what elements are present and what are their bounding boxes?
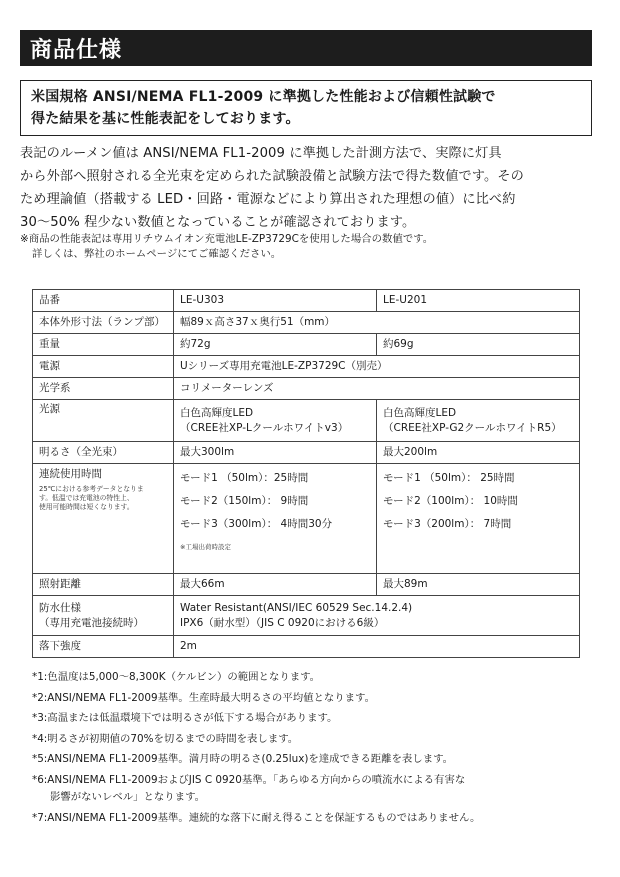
source-1	[174, 400, 377, 442]
runtime-label: 連続使用時間	[39, 468, 102, 480]
runtime-2-mode: モード1 （50lm）： 25時間	[383, 472, 515, 484]
intro-line: ため理論値（搭載する LED・回路・電源などにより算出された理想の値）に比べ約	[20, 192, 516, 207]
page-title: 商品仕様	[20, 30, 592, 66]
runtime-1-mode: モード3（300lm）： 4時間30分	[180, 518, 333, 530]
range-2: 最大89m	[377, 574, 580, 596]
factory-setting-note: ※工場出荷時設定	[180, 543, 231, 551]
headline-line: 米国規格 ANSI/NEMA FL1-2009 に準拠した性能および信頼性試験で	[31, 89, 496, 105]
table-row-drop	[33, 636, 580, 658]
table-row-water	[33, 596, 580, 636]
drop-value: 2m	[174, 636, 580, 658]
battery-note	[20, 232, 596, 262]
note-line: ※商品の性能表記は専用リチウムイオン充電池LE-ZP3729Cを使用した場合の数値です。	[20, 233, 434, 245]
water-value	[174, 596, 580, 636]
source-2-line: （CREE社XP-G2クールホワイトR5）	[383, 421, 562, 434]
table-row-power	[33, 356, 580, 378]
runtime-sub-line: 使用可能時間は短くなります。	[39, 503, 134, 511]
table-row-optics	[33, 378, 580, 400]
footnote: *4:明るさが初期値の70%を切るまでの時間を表します。	[32, 732, 299, 745]
runtime-1-mode: モード2（150lm）： 9時間	[180, 495, 309, 507]
optics-label: 光学系	[33, 378, 174, 400]
footnotes	[32, 667, 592, 828]
table-row-source	[33, 400, 580, 442]
table-row-runtime	[33, 464, 580, 574]
footnote: *1:色温度は5,000〜8,300K（ケルビン）の範囲となります。	[32, 671, 321, 683]
footnote: *7:ANSI/NEMA FL1-2009基準。連続的な落下に耐え得ることを保証するものではありません。	[32, 811, 481, 824]
drop-label: 落下強度	[33, 636, 174, 658]
footnote: *6:ANSI/NEMA FL1-2009およびJIS C 0920基準。「あらゆる方向からの噴流水による有害な	[32, 773, 466, 786]
table-row-range	[33, 574, 580, 596]
model-2: LE-U201	[377, 290, 580, 312]
footnote-continued: 影響がないレベル」となります。	[50, 790, 206, 803]
bright-2: 最大200lm	[377, 442, 580, 464]
headline-box	[20, 80, 592, 136]
water-value-line: Water Resistant(ANSI/IEC 60529 Sec.14.2.4)	[180, 601, 413, 614]
model-1: LE-U303	[174, 290, 377, 312]
note-line: 詳しくは、弊社のホームページにてご確認ください。	[32, 248, 282, 260]
water-label-line: （専用充電池接続時）	[39, 616, 144, 629]
source-2-line: 白色高輝度LED	[383, 406, 457, 419]
bright-label: 明るさ（全光束）	[33, 442, 174, 464]
intro-paragraph	[20, 142, 596, 234]
intro-line: 表記のルーメン値は ANSI/NEMA FL1-2009 に準拠した計測方法で、実際に灯具	[20, 146, 502, 161]
runtime-1-mode: モード1 （50lm）：25時間	[180, 472, 309, 484]
spec-table	[32, 289, 580, 658]
footnote: *2:ANSI/NEMA FL1-2009基準。生産時最大明るさの平均値となります。	[32, 691, 376, 704]
water-label-line: 防水仕様	[39, 601, 81, 614]
bright-1: 最大300lm	[174, 442, 377, 464]
table-row-brightness	[33, 442, 580, 464]
weight-label: 重量	[33, 334, 174, 356]
source-2	[377, 400, 580, 442]
runtime-1	[174, 464, 377, 574]
intro-line: から外部へ照射される全光束を定められた試験設備と試験方法で得た数値です。その	[20, 169, 524, 184]
size-value: 幅89ｘ高さ37ｘ奥行51（mm）	[174, 312, 580, 334]
weight-2: 約69g	[377, 334, 580, 356]
water-label	[33, 596, 174, 636]
source-label: 光源	[33, 400, 174, 442]
source-1-line: （CREE社XP-Lクールホワイトv3）	[180, 421, 349, 434]
size-label: 本体外形寸法（ランプ部）	[33, 312, 174, 334]
footnote: *5:ANSI/NEMA FL1-2009基準。満月時の明るさ(0.25lux)を達成できる距離を表します。	[32, 753, 454, 765]
intro-line: 30〜50% 程少ない数値となっていることが確認されております。	[20, 215, 416, 230]
range-label: 照射距離	[33, 574, 174, 596]
optics-value: コリメーターレンズ	[174, 378, 580, 400]
footnote: *3:高温または低温環境下では明るさが低下する場合があります。	[32, 712, 338, 724]
runtime-label-cell	[33, 464, 174, 574]
weight-1: 約72g	[174, 334, 377, 356]
table-row-size	[33, 312, 580, 334]
runtime-2	[377, 464, 580, 574]
table-row-model	[33, 290, 580, 312]
runtime-sub-line: す。低温では充電池の特性上、	[39, 494, 134, 502]
model-label: 品番	[33, 290, 174, 312]
table-row-weight	[33, 334, 580, 356]
runtime-sub-line: 25℃における参考データとなりま	[39, 485, 144, 493]
power-label: 電源	[33, 356, 174, 378]
power-value: Uシリーズ専用充電池LE-ZP3729C（別売）	[174, 356, 580, 378]
runtime-2-mode: モード2（100lm）： 10時間	[383, 495, 518, 507]
source-1-line: 白色高輝度LED	[180, 406, 254, 419]
runtime-2-mode: モード3（200lm）： 7時間	[383, 518, 512, 530]
runtime-sub-note	[39, 485, 167, 512]
headline-line: 得た結果を基に性能表記をしております。	[31, 111, 300, 127]
range-1: 最大66m	[174, 574, 377, 596]
water-value-line: IPX6（耐水型）（JIS C 0920における6級）	[180, 616, 385, 629]
